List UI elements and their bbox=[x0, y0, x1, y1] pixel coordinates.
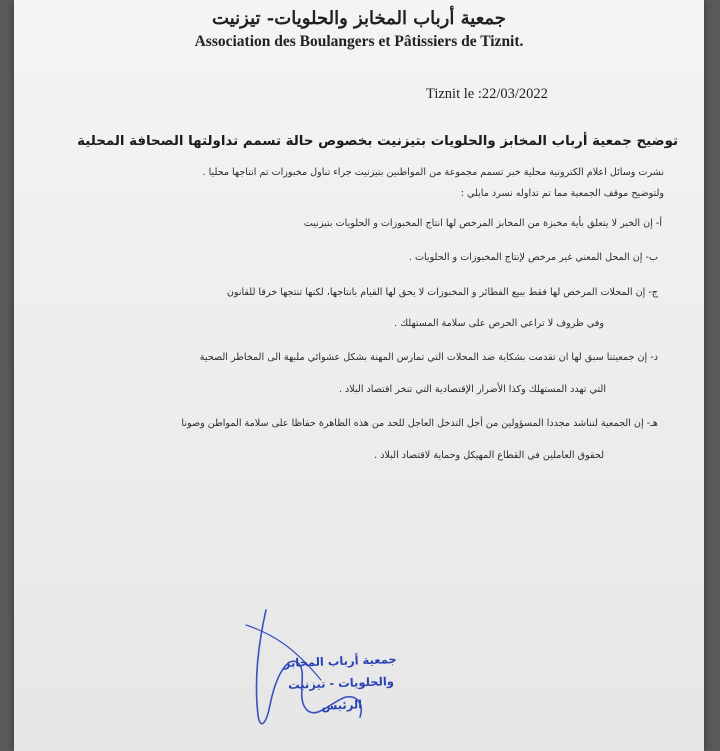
document-date: Tiznit le :22/03/2022 bbox=[426, 86, 548, 102]
document-title: توضيح جمعية أرباب المخابز والحلويات بتيزنيت بخصوص حالة تسمم تداولتها الصحافة المحلية bbox=[77, 134, 678, 149]
document-page bbox=[14, 0, 704, 751]
stamp-line-3: الرئيس bbox=[321, 697, 363, 713]
body-line-10: لحقوق العاملين في القطاع المهيكل وحماية لاقتصاد البلاد . bbox=[374, 450, 604, 461]
body-line-1: نشرت وسائل اعلام الكترونية محلية خبر تسمم مجموعة من المواطنين بتيزنيت جراء تناول مخبوزات تم انتاجها محليا . bbox=[202, 167, 664, 178]
association-stamp bbox=[265, 647, 417, 718]
body-line-5: ج- إن المحلات المرخص لها فقط ببيع الفطائر و المخبوزات لا يحق لها القيام بانتاجها، لكنها تنتجها خرقا للقانون bbox=[226, 287, 658, 298]
body-line-9: هـ- إن الجمعية لتناشد مجددا المسؤولين من أجل التدخل العاجل للحد من هذه الظاهرة حفاظا على سلامة المواطن وصونا bbox=[181, 418, 658, 429]
body-line-2: ولتوضيح موقف الجمعية مما تم تداوله نسرد مايلي : bbox=[460, 188, 664, 199]
body-line-4: ب- إن المحل المعني غير مرخص لإنتاج المخبوزات و الحلويات . bbox=[408, 252, 658, 263]
body-line-7: د- إن جمعيتنا سبق لها ان تقدمت بشكاية ضد المحلات التي تمارس المهنة بشكل عشوائي ملبهة الى المخاطر الصحية bbox=[199, 352, 658, 363]
stamp-line-1: جمعية أرباب المخابز bbox=[283, 652, 397, 670]
body-line-6: وفي ظروف لا تراعي الحرص على سلامة المستهلك . bbox=[394, 318, 604, 329]
body-line-3: أ- إن الخبر لا يتعلق بأية مخبزة من المخابز المرخص لها انتاج المخبوزات و الحلويات بتيزنيت bbox=[303, 218, 662, 229]
letterhead-arabic-title: جمعية أرباب المخابز والحلويات- تيزنيت bbox=[212, 8, 506, 29]
letterhead-french-title: Association des Boulangers et Pâtissiers de Tiznit. bbox=[194, 33, 524, 50]
stamp-line-2: والحلويات - تيزنيت bbox=[287, 674, 395, 692]
letterhead bbox=[14, 8, 704, 51]
body-line-8: التي تهدد المستهلك وكذا الأضرار الإقتصادية التي تنخر اقتصاد البلاد . bbox=[338, 384, 606, 395]
